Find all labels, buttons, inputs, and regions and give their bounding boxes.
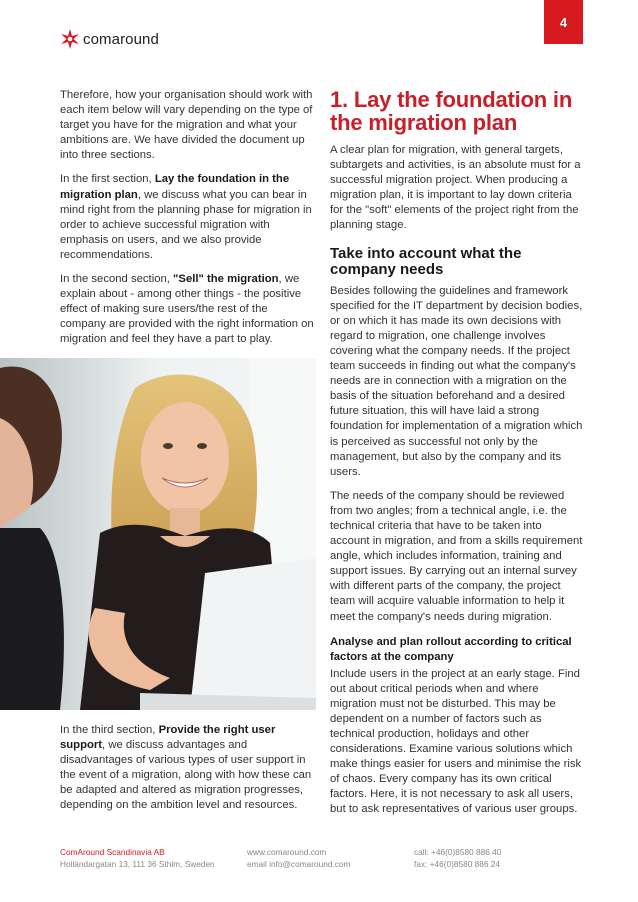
section-intro: A clear plan for migration, with general targets, subtargets and activities, is an absolute must for a successful migration project. When producing a migration plan, it is important to lay down criteria for the "soft" elements of the project right from the planning stage. <box>330 144 581 232</box>
intro-paragraph: Therefore, how your organisation should work with each item below will vary depending on the type of target you have for the migration and what your ambitions are. We have divided the document up into three sections. <box>60 89 313 162</box>
logo-star-icon <box>60 29 80 49</box>
footer-call: call: +46(0)8580 886 40 <box>414 847 502 857</box>
section-title: 1. Lay the foundation in the migration plan <box>330 87 573 135</box>
footer-web <box>247 847 350 870</box>
footer-website-link[interactable]: www.comaround.com <box>247 847 327 857</box>
footer-company-name: ComAround Scandinavia AB <box>60 847 165 857</box>
footer-address: Holländargatan 13, 111 36 Sthlm, Sweden <box>60 858 215 869</box>
section-three-paragraph: In the third section, Provide the right user support, we discuss advantages and disadvantages of various types of user support in the event of a migration, along with how these can be adapted and altered as migration progresses, depending on the ambition level and resources. <box>60 724 312 812</box>
company-needs-paragraph: Besides following the guidelines and framework specified for the IT department by decision bodies, or on which it has made its own decisions with regard to migration, one challenge involves covering what the company needs. If the project team succeeds in finding out what the company's needs are in connection with a migration on the basis of the situation beforehand and a desired future situation, this will have laid a strong foundation for implementation of a migration which is perceived as successful not only by the management, but also by the company and its users. <box>330 284 583 478</box>
photo-illustration <box>0 358 316 710</box>
page-number-badge: 4 <box>544 0 583 44</box>
rollout-paragraph: Include users in the project at an early stage. Find out about critical periods when and where migration must not be disturbed. This may be dependent on a number of factors such as technical production, holidays and other considerations. Examine various solutions which make things easier for users and minimise the risk of chaos. Every company has its own critical factors. Here, it is not necessary to ask all users, but to ask representatives of various user groups. <box>330 667 582 816</box>
section-one-paragraph: In the first section, Lay the foundation in the migration plan, we discuss what you can bear in mind right from the planning phase for migration in order to achieve successful migration with emphasis on users, and we also provide recommendations. <box>60 173 312 261</box>
right-column <box>330 88 584 827</box>
footer-fax: fax: +46(0)8580 886 24 <box>414 858 501 869</box>
left-column-section-three <box>60 723 316 823</box>
subheading-company-needs: Take into account what the company needs <box>330 244 522 278</box>
footer-phone <box>414 847 501 870</box>
logo-wordmark: comaround <box>83 30 159 48</box>
left-column-intro <box>60 88 316 357</box>
subheading-analyse-rollout: Analyse and plan rollout according to critical factors at the company <box>330 635 572 663</box>
footer-email-link[interactable]: email info@comaround.com <box>247 858 351 869</box>
footer-company <box>60 847 215 870</box>
review-needs-paragraph: The needs of the company should be reviewed from two angles; from a technical angle, i.e. the technical criteria that have to be taken into account in migration, and from a skills requirement angle, which includes information, training and support issues. By carrying out an internal survey with different parts of the company, the project team will acquire valuable information to help it meet the company's needs during migration. <box>330 489 583 623</box>
section-two-paragraph: In the second section, "Sell" the migration, we explain about - among other things - the positive effect of making sure users/the rest of the company are provided with the right information on migration and feel they have a part to play. <box>60 273 314 346</box>
company-logo <box>60 29 159 49</box>
photo-woman-laptop <box>0 358 316 710</box>
